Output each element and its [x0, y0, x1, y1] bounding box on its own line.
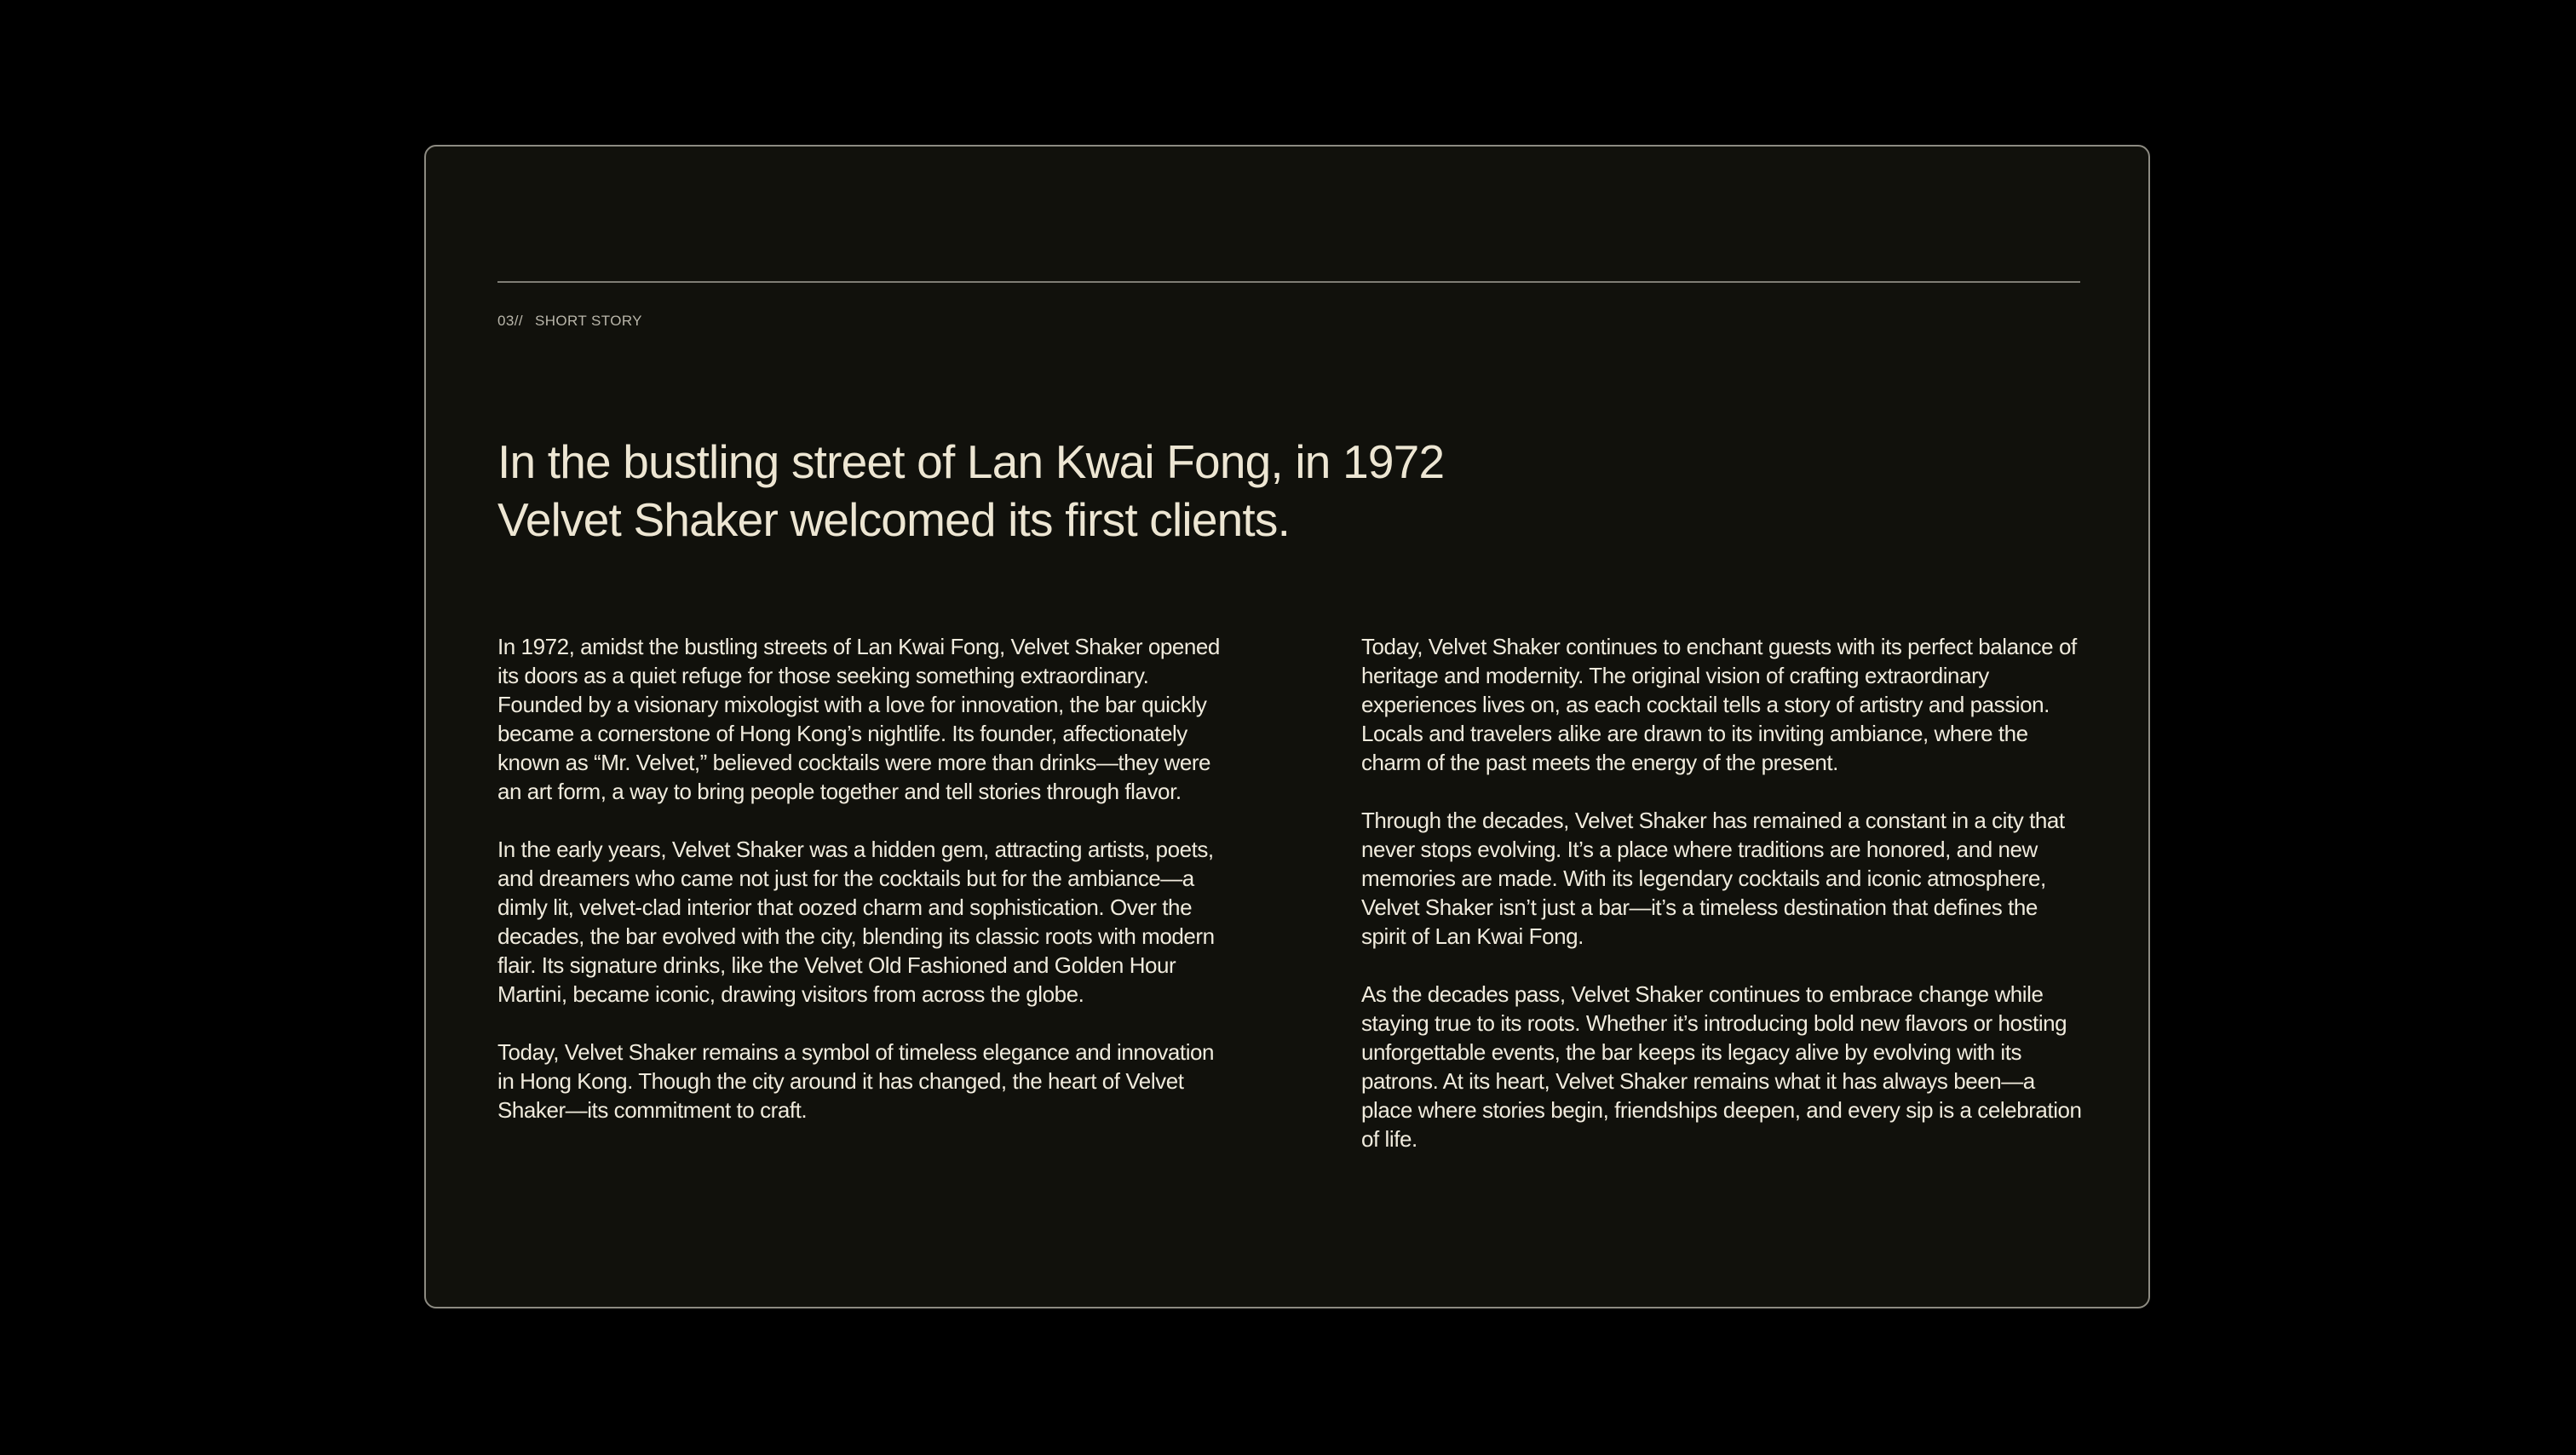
headline-line-2: Velvet Shaker welcomed its first clients.: [497, 493, 1291, 546]
section-divider: [497, 281, 2080, 283]
story-column-left: [497, 632, 1222, 1124]
story-headline: [497, 433, 1775, 549]
story-paragraph: Today, Velvet Shaker continues to enchant guests with its perfect balance of heritage and modernity. The original vision of crafting extraordinary experiences lives on, as each cocktail tells a story of artistry and passion. Locals and travelers alike are drawn to its inviting ambiance, where the charm of the past meets the energy of the present.: [1361, 634, 2077, 775]
headline-line-1: In the bustling street of Lan Kwai Fong, in 1972: [497, 435, 1445, 488]
section-title: SHORT STORY: [534, 313, 642, 329]
story-paragraph: As the decades pass, Velvet Shaker continues to embrace change while staying true to its roots. Whether it’s introducing bold new flavors or hosting unforgettable events, the bar keeps its legacy alive by evolving with its patrons. At its heart, Velvet Shaker remains what it has always been—a place where stories begin, friendships deepen, and every sip is a celebration of life.: [1361, 981, 2082, 1152]
story-paragraph: In the early years, Velvet Shaker was a hidden gem, attracting artists, poets, and dreamers who came not just for the cocktails but for the ambiance—a dimly lit, velvet-clad interior that oozed charm and sophistication. Over the decades, the bar evolved with the city, blending its classic roots with modern flair. Its signature drinks, like the Velvet Old Fashioned and Golden Hour Martini, became iconic, drawing visitors from across the globe.: [497, 837, 1215, 1007]
section-label: [497, 312, 642, 331]
story-column-right: [1361, 632, 2085, 1153]
story-card: [424, 145, 2150, 1308]
story-paragraph: In 1972, amidst the bustling streets of Lan Kwai Fong, Velvet Shaker opened its doors as a quiet refuge for those seeking something extraordinary. Founded by a visionary mixologist with a love for innovation, the bar quickly became a cornerstone of Hong Kong’s nightlife. Its founder, affectionately known as “Mr. Velvet,” believed cocktails were more than drinks—they were an art form, a way to bring people together and tell stories through flavor.: [497, 634, 1220, 804]
story-paragraph: Through the decades, Velvet Shaker has remained a constant in a city that never stops evolving. It’s a place where traditions are honored, and new memories are made. With its legendary cocktails and iconic atmosphere, Velvet Shaker isn’t just a bar—it’s a timeless destination that defines the spirit of Lan Kwai Fong.: [1361, 808, 2065, 949]
section-number: 03//: [497, 313, 523, 329]
story-paragraph: Today, Velvet Shaker remains a symbol of timeless elegance and innovation in Hong Kong. Though the city around it has changed, the heart of Velvet Shaker—its commitment to craft.: [497, 1039, 1215, 1123]
